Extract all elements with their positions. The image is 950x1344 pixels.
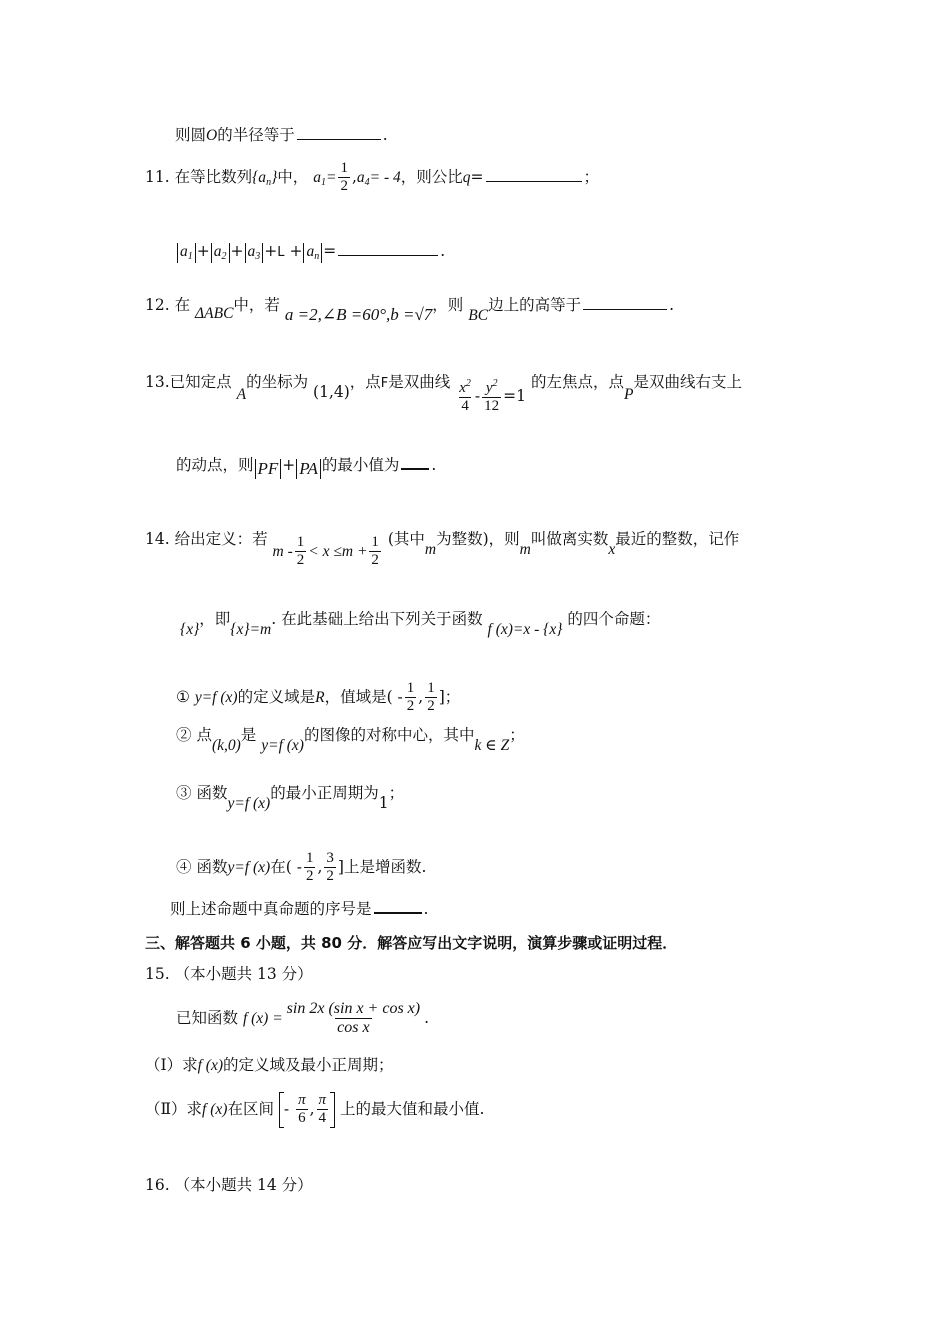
q13-answer-blank[interactable]: [401, 468, 429, 470]
q14-proposition-1: ① y=f (x)的定义域是R，值域是( - $\frac{1}{2}$ , $\frac{1}{2}$ ]；: [176, 680, 461, 715]
q12-answer-blank[interactable]: [583, 309, 667, 310]
q15-part-2: （Ⅱ）求f (x)在区间 - $\frac{\pi}{6}$ , $\frac{\pi}{4}$ 上的最大值和最小值.: [145, 1092, 485, 1127]
q15-number: 15.: [145, 965, 170, 983]
q14-proposition-3: ③ 函数y=f (x)的最小正周期为1；: [176, 784, 405, 812]
q14-proposition-4: ④ 函数y=f (x)在( - $\frac{1}{2}$ , $\frac{3}{2}$ ]上是增函数.: [176, 850, 427, 885]
q12-number: 12.: [145, 296, 170, 314]
q13-line-1: 13.已知定点 A的坐标为 (1,4)，点F是双曲线 $\frac{x^2}{4}$ - $\frac{y^2}{12}$ =1 的左焦点，点P是双曲线右支上: [145, 372, 742, 415]
q12-line: 12. 在 ΔABC中，若 a =2,∠B =60°,b =√7，则 BC边上的高等于 .: [145, 296, 675, 324]
q10-var: O: [206, 127, 218, 144]
q14-conclusion: 则上述命题中真命题的序号是 .: [170, 900, 429, 918]
q11-answer-blank-1[interactable]: [486, 181, 582, 182]
q11-number: 11.: [145, 167, 170, 186]
q15-function: 已知函数 f (x) = $\frac{\text{sin 2x (sin x + cos x)}}{\text{cos x}}$ .: [176, 1000, 430, 1037]
q10-text-b: 的半径等于: [217, 126, 295, 144]
q14-proposition-2: ② 点(k,0)是 y=f (x)的图像的对称中心，其中k ∈ Z；: [176, 726, 525, 754]
q11-answer-blank-2[interactable]: [338, 255, 438, 256]
q12-condition: a =2,∠B =60°,b =√7: [284, 305, 433, 324]
q14-number: 14.: [145, 529, 170, 548]
q16-header: 16. （本小题共 14 分）: [145, 1176, 313, 1194]
q10-text: 则圆: [175, 126, 207, 144]
section-3-heading: 三、解答题共 6 小题，共 80 分．解答应写出文字说明，演算步骤或证明过程．: [145, 934, 678, 952]
q14-answer-blank[interactable]: [374, 912, 422, 914]
q13-number: 13.: [145, 372, 170, 391]
q10-answer-blank[interactable]: [297, 139, 381, 140]
q13-line-2: 的动点，则 PF + PA 的最小值为 .: [176, 456, 437, 478]
q16-number: 16.: [145, 1176, 170, 1194]
q11-line-1: 11. 在等比数列$\{a_n\}$中， $a_1=$ $\frac{1}{2}$ $,a_4= - 4$，则公比q= ；: [145, 160, 600, 195]
q11-fraction-half: $\frac{1}{2}$: [340, 160, 348, 195]
q15-part-1: （Ⅰ）求f (x)的定义域及最小正周期；: [145, 1056, 394, 1074]
q11-line-2: $a_1 + a_2 + a_3 +L + a_n$ = .: [176, 243, 445, 263]
q14-line-1: 14. 给出定义：若 m - $\frac{1}{2}$ < x ≤m + $\frac{1}{2}$ (其中m为整数)，则m叫做离实数x最近的整数，记作: [145, 529, 740, 569]
q14-line-2: {x}，即{x}=m. 在此基础上给出下列关于函数 f (x)=x - {x} 的四个命题：: [180, 610, 661, 638]
q15-header: 15. （本小题共 13 分）: [145, 965, 313, 983]
q10-line: 则圆O的半径等于 .: [175, 126, 388, 144]
